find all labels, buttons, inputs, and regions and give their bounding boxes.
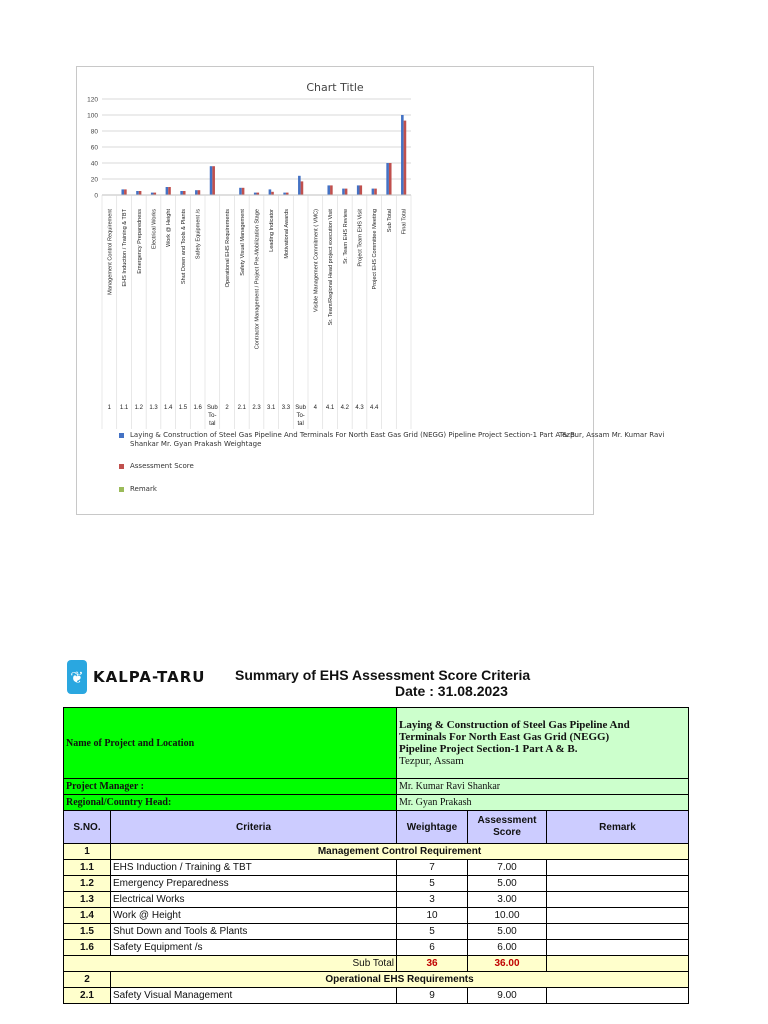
row-number-label: Sub [295,405,306,411]
bar [386,163,389,195]
header-remark: Remark [547,811,689,844]
bar [139,191,142,195]
row-weightage: 7 [397,860,468,876]
category-label: Leading Indicator [269,209,276,252]
row-remark [547,908,689,924]
project-line2: Terminals For North East Gas Grid (NEGG) [399,731,610,743]
legend-entry-score [119,462,194,470]
bar [212,166,215,195]
bar [298,176,301,195]
row-weightage: 3 [397,892,468,908]
row-weightage: 5 [397,876,468,892]
bar [327,185,330,195]
section-row [64,844,689,860]
bar [374,189,377,195]
category-label: Electrical Works [151,209,158,249]
header-score-line1: Assessment [477,815,537,826]
table-row [64,892,689,908]
logo-text: KALPA-TARU [93,668,206,686]
bar [360,185,363,195]
row-sno: 1.1 [64,860,111,876]
row-number-label: To- [208,413,217,419]
legend-swatch-red [119,464,124,469]
legend-entry-weightage [119,431,674,449]
category-label: Project EHS Committee Meeting [372,209,379,290]
category-label: Project Team EHS Visit [357,209,364,267]
category-label: Safety Visual Management [239,209,246,276]
category-label: Work @ Height [166,209,173,247]
bar [401,115,404,195]
row-number-label: 1.5 [178,405,188,411]
pm-row [64,779,689,795]
row-number-label: 4.3 [355,405,364,411]
bar [239,188,242,195]
bar [301,181,304,195]
table-row [64,924,689,940]
row-number-label: tal [209,421,216,427]
bar [330,185,333,195]
row-number-label: 1.2 [134,405,143,411]
bar [168,187,171,195]
bar [342,189,345,195]
legend-swatch-blue [119,433,124,438]
pm-label: Project Manager : [64,779,397,795]
project-line1: Laying & Construction of Steel Gas Pipeline And [399,719,630,731]
legend-entry2-text: Assessment Score [130,462,194,470]
bar [136,191,139,195]
row-weightage: 5 [397,924,468,940]
row-weightage: 9 [397,988,468,1004]
category-label: Emergency Preparedness [136,209,143,274]
project-line3: Pipeline Project Section-1 Part A & B. [399,743,578,755]
tree-icon: ❦ [67,660,87,694]
bar [121,189,124,195]
row-number-label: 2.1 [237,405,246,411]
chart-title: Chart Title [306,81,364,94]
row-number-label: 4 [313,405,318,411]
bar [210,166,213,195]
row-remark [547,988,689,1004]
subtotal-score: 36.00 [468,956,547,972]
row-number-label: 2 [225,405,229,411]
category-label: Contractor Management / Project Pre-Mobilization Stage [254,209,261,350]
project-value [397,708,689,779]
row-remark [547,876,689,892]
subtotal-row [64,956,689,972]
header-sno: S.NO. [64,811,111,844]
ehs-score-chart [76,66,665,515]
category-label: Sub Total [386,209,393,233]
rh-row [64,795,689,811]
legend-entry1-text: Laying & Construction of Steel Gas Pipeline And Terminals For North East Gas Grid (NEGG) Pipeline Project Section-1 Part A & B. [130,431,578,439]
row-number-label: 1.4 [164,405,173,411]
row-score: 3.00 [468,892,547,908]
legend-entry-remark [119,485,157,493]
table-row [64,908,689,924]
document-date: Date : 31.08.2023 [395,683,508,699]
row-number-label: To- [296,413,305,419]
category-label: Final Total [401,209,408,235]
row-sno: 1.2 [64,876,111,892]
row-remark [547,940,689,956]
row-number-label: 2.3 [252,405,261,411]
rh-value: Mr. Gyan Prakash [397,795,689,811]
table-row [64,860,689,876]
section-row [64,972,689,988]
row-number-label: 1 [107,405,112,411]
category-label: Visible Management Commitment ( VMC) [313,209,320,313]
y-tick-label: 0 [94,192,98,200]
project-line4: Tezpur, Assam [399,755,464,767]
header-score-line2: Score [493,827,521,838]
subtotal-weightage: 36 [397,956,468,972]
section-sno: 1 [64,844,111,860]
category-label: Operational EHS Requirements [225,209,232,288]
row-number-label: tal [297,421,304,427]
table-row [64,940,689,956]
bar [372,189,375,195]
legend-entry1-location: Tezpur, Assam Mr. Kumar Ravi [559,431,665,439]
legend-swatch-green [119,487,124,492]
row-weightage: 6 [397,940,468,956]
row-criteria: EHS Induction / Training & TBT [111,860,397,876]
row-criteria: Work @ Height [111,908,397,924]
bar [183,191,186,195]
section-sno: 2 [64,972,111,988]
y-tick-label: 120 [87,96,98,104]
bar [357,185,360,195]
y-tick-label: 100 [87,112,98,120]
category-label: EHS Induction / Training & TBT [122,209,129,287]
category-label: Management Control Requirement [107,209,114,295]
bar [198,190,201,195]
category-label: Motivational Awards [283,209,290,259]
row-number-label: 1.6 [193,405,202,411]
row-sno: 2.1 [64,988,111,1004]
table-row [64,876,689,892]
row-score: 7.00 [468,860,547,876]
row-criteria: Safety Visual Management [111,988,397,1004]
y-tick-label: 80 [90,128,98,136]
row-score: 6.00 [468,940,547,956]
rh-label: Regional/Country Head: [64,795,397,811]
section-title: Operational EHS Requirements [111,972,689,988]
header-score [468,811,547,844]
score-table [63,707,689,1004]
bar [124,189,127,195]
row-sno: 1.3 [64,892,111,908]
y-tick-label: 60 [90,144,98,152]
row-number-label: 1.1 [119,405,129,411]
row-criteria: Safety Equipment /s [111,940,397,956]
header-weightage: Weightage [397,811,468,844]
subtotal-label: Sub Total [64,956,397,972]
row-number-label: 4.4 [370,405,379,411]
row-score: 5.00 [468,876,547,892]
row-sno: 1.4 [64,908,111,924]
row-number-label: 1.3 [149,405,158,411]
legend-entry3-text: Remark [130,485,157,493]
row-criteria: Shut Down and Tools & Plants [111,924,397,940]
row-number-label: 4.1 [325,405,335,411]
category-label: Safety Equipment /s [195,209,202,260]
bar [404,121,407,195]
bar [345,189,348,195]
category-label: Shut Down and Tools & Plants [180,209,187,285]
row-number-label: 3.3 [281,405,291,411]
kalpataru-logo [67,660,205,694]
bar [389,163,392,195]
section-title: Management Control Requirement [111,844,689,860]
bar [195,190,198,195]
row-remark [547,860,689,876]
row-number-label: Sub [207,405,218,411]
row-score: 5.00 [468,924,547,940]
project-row [64,708,689,779]
pm-value: Mr. Kumar Ravi Shankar [397,779,689,795]
header-criteria: Criteria [111,811,397,844]
row-number-label: 4.2 [340,405,349,411]
category-label: Sr. Team/Regional Head project execution Visit [328,209,335,326]
document-title: Summary of EHS Assessment Score Criteria [235,667,531,683]
y-tick-label: 40 [90,160,98,168]
project-label: Name of Project and Location [64,708,397,779]
row-remark [547,892,689,908]
legend-entry1-line2: Shankar Mr. Gyan Prakash Weightage [130,440,262,448]
row-weightage: 10 [397,908,468,924]
bar [166,187,169,195]
subtotal-remark [547,956,689,972]
bar [269,189,272,195]
category-label: Sr. Team EHS Review [342,209,349,264]
row-score: 9.00 [468,988,547,1004]
row-number-label: 3.1 [267,405,276,411]
table-row [64,988,689,1004]
bar [180,191,183,195]
bar [242,188,245,195]
y-tick-label: 20 [90,176,98,184]
header-row [64,811,689,844]
row-remark [547,924,689,940]
row-sno: 1.6 [64,940,111,956]
row-criteria: Electrical Works [111,892,397,908]
row-sno: 1.5 [64,924,111,940]
row-score: 10.00 [468,908,547,924]
row-criteria: Emergency Preparedness [111,876,397,892]
